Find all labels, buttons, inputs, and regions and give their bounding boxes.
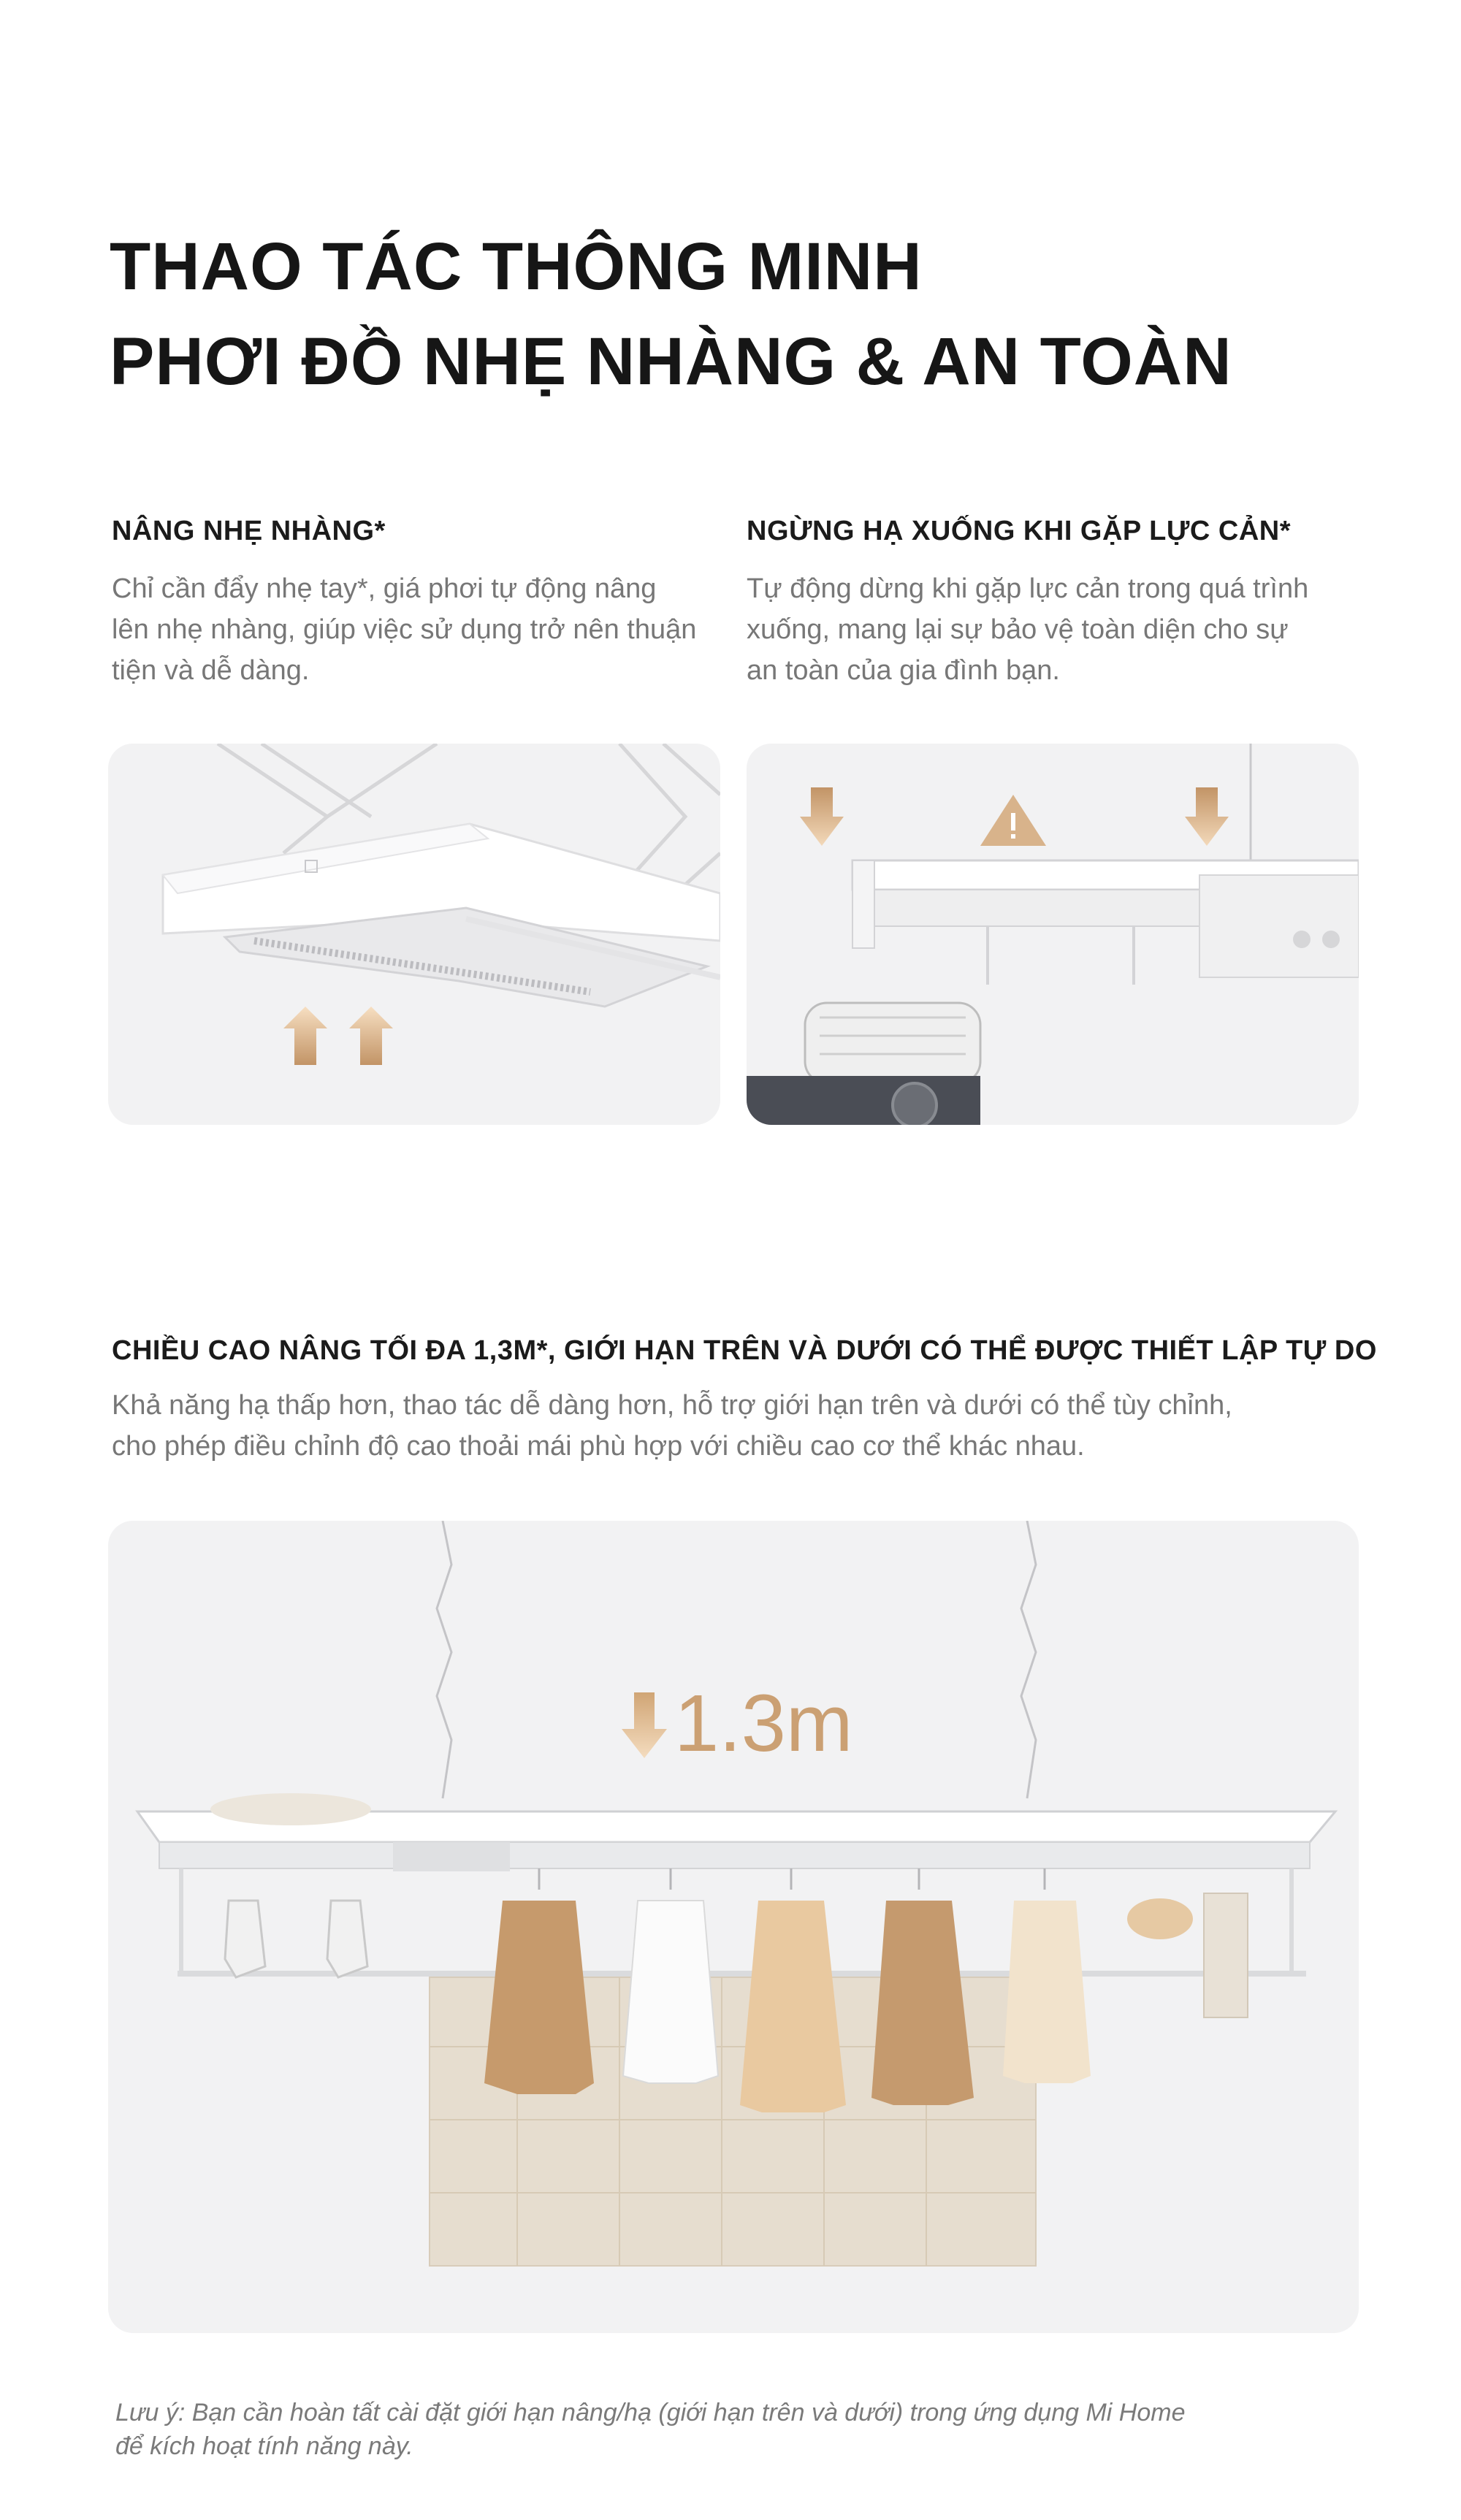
footnote [115,2396,1357,2463]
up-arrow-icon [349,1007,393,1065]
height-label: 1.3m [674,1679,853,1768]
height-section-title: CHIỀU CAO NÂNG TỐI ĐA 1,3M*, GIỚI HẠN TRÊN VÀ DƯỚI CÓ THỂ ĐƯỢC THIẾT LẬP TỰ DO [112,1335,1377,1366]
height-text-line: Khả năng hạ thấp hơn, thao tác dễ dàng hơn, hỗ trợ giới hạn trên và dưới có thể tùy chỉnh, [112,1390,1232,1421]
feature-text-stop [747,568,1382,691]
footnote-line: để kích hoạt tính năng này. [115,2432,413,2460]
up-arrow-icon [283,1007,327,1065]
drying-rack-illustration [108,1521,1359,2333]
height-section-text [112,1385,1368,1467]
footnote-line: Lưu ý: Bạn cần hoàn tất cài đặt giới hạn nâng/hạ (giới hạn trên và dưới) trong ứng dụng Mi Home [115,2399,1186,2427]
feature-text-line: lên nhẹ nhàng, giúp việc sử dụng trở nên thuận [112,614,697,645]
headline-line-2: PHƠI ĐỒ NHẸ NHÀNG & AN TOÀN [110,324,1232,399]
down-arrow-icon [800,787,844,846]
lift-rack-illustration [108,744,720,1125]
down-arrow-icon [622,1692,667,1758]
feature-text-line: an toàn của gia đình bạn. [747,655,1060,686]
lift-image-card [108,744,720,1125]
height-text-line: cho phép điều chỉnh độ cao thoải mái phù hợp với chiều cao cơ thể khác nhau. [112,1431,1085,1462]
feature-text-line: tiện và dễ dàng. [112,655,310,686]
height-image-card [108,1521,1359,2333]
down-arrow-icon [1185,787,1229,846]
feature-text-line: Chỉ cần đẩy nhẹ tay*, giá phơi tự động nâng [112,573,657,604]
feature-title-stop: NGỪNG HẠ XUỐNG KHI GẶP LỰC CẢN* [747,516,1291,546]
feature-text-lift [112,568,740,691]
feature-text-line: xuống, mang lại sự bảo vệ toàn diện cho sự [747,614,1289,645]
page-headline [110,219,1232,409]
feature-text-line: Tự động dừng khi gặp lực cản trong quá trình [747,573,1309,604]
headline-line-1: THAO TÁC THÔNG MINH [110,229,923,304]
stop-image-card [747,744,1359,1125]
stop-rack-illustration [747,744,1359,1125]
feature-title-lift: NÂNG NHẸ NHÀNG* [112,516,386,546]
warning-triangle-icon [980,795,1046,846]
